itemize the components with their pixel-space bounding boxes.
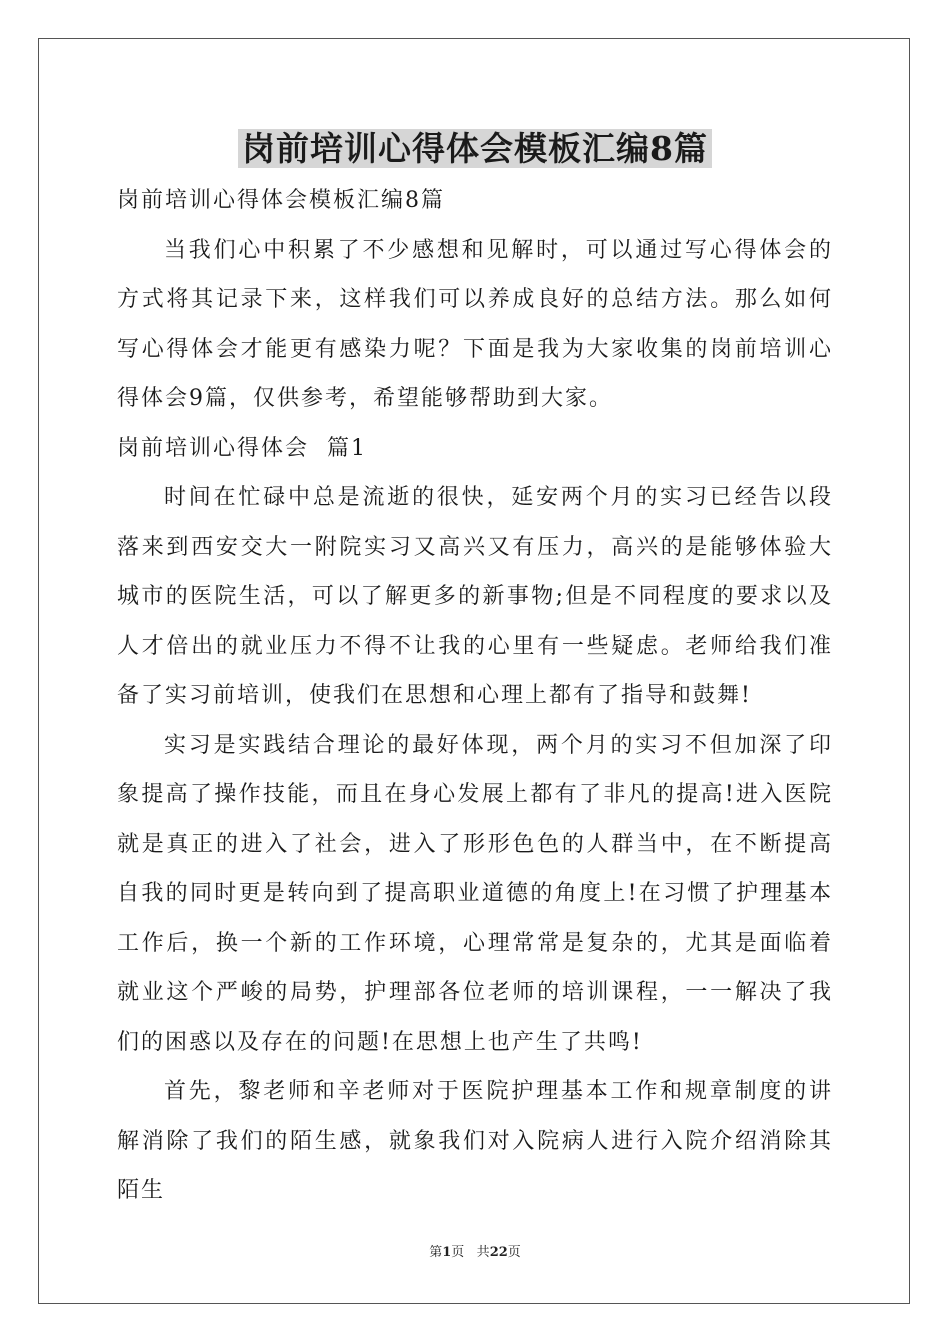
- total-pages: 22: [489, 1245, 508, 1260]
- body-paragraph-3: 首先，黎老师和辛老师对于医院护理基本工作和规章制度的讲解消除了我们的陌生感，就象我们对入院病人进行入院介绍消除其陌生: [117, 1079, 833, 1203]
- document-title: [0, 125, 950, 173]
- body-paragraph-1: 时间在忙碌中总是流逝的很快，延安两个月的实习已经告以段落来到西安交大一附院实习又高兴又有压力，高兴的是能够体验大城市的医院生活，可以了解更多的新事物;但是不同程度的要求以及人才倍出的就业压力不得不让我的心里有一些疑虑。老师给我们准备了实习前培训，使我们在思想和心理上都有了指导和鼓舞!: [117, 485, 833, 708]
- page-unit: 页: [451, 1245, 465, 1260]
- intro-paragraph: 当我们心中积累了不少感想和见解时，可以通过写心得体会的方式将其记录下来，这样我们可以养成良好的总结方法。那么如何写心得体会才能更有感染力呢？下面是我为大家收集的岗前培训心得体会9篇，仅供参考，希望能够帮助到大家。: [117, 237, 833, 411]
- page-number: 1: [442, 1245, 452, 1260]
- document-subtitle: 岗前培训心得体会模板汇编8篇: [117, 188, 445, 213]
- total-prefix: 共: [476, 1245, 490, 1260]
- page-prefix: 第: [429, 1245, 443, 1260]
- body-paragraph-2: 实习是实践结合理论的最好体现，两个月的实习不但加深了印象提高了操作技能，而且在身心发展上都有了非凡的提高!进入医院就是真正的进入了社会，进入了形形色色的人群当中，在不断提高自我的同时更是转向到了提高职业道德的角度上!在习惯了护理基本工作后，换一个新的工作环境，心理常常是复杂的，尤其是面临着就业这个严峻的局势，护理部各位老师的培训课程，一一解决了我们的困惑以及存在的问题!在思想上也产生了共鸣!: [117, 732, 833, 1055]
- document-body: [117, 176, 833, 1216]
- page-footer: [0, 1243, 950, 1263]
- section-heading: 岗前培训心得体会 篇1: [117, 435, 367, 461]
- document-title-text: 岗前培训心得体会模板汇编8篇: [238, 129, 712, 168]
- total-unit: 页: [507, 1245, 521, 1260]
